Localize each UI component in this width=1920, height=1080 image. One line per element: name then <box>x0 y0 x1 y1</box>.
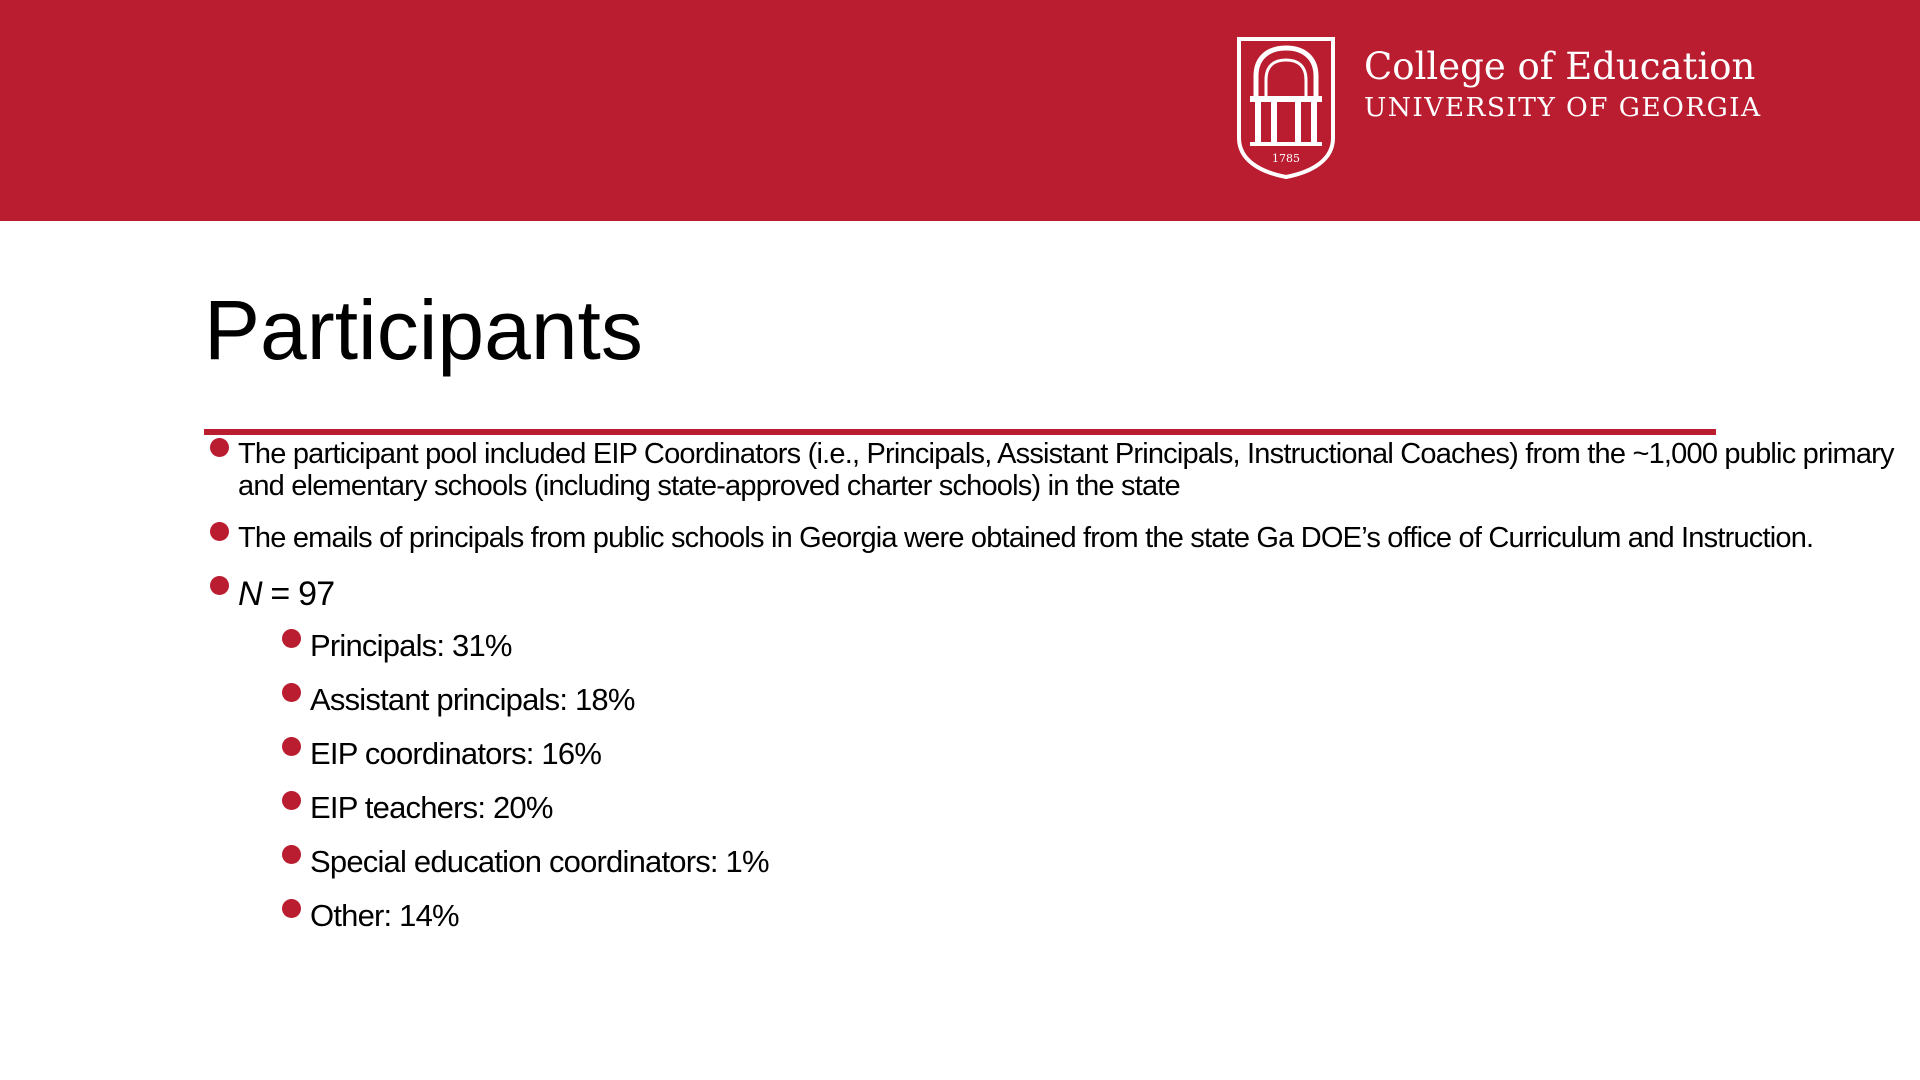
sub-bullet-text: EIP coordinators: 16% <box>310 736 602 771</box>
bullet-dot-icon <box>282 683 301 702</box>
bullet-participant-pool <box>204 438 1904 502</box>
sub-bullet-text: Special education coordinators: 1% <box>310 844 769 879</box>
uga-arch-shield-logo <box>1236 36 1336 180</box>
sub-bullet-principals <box>276 626 1904 666</box>
sub-bullet-eip-coordinators <box>276 734 1904 774</box>
sub-bullet-eip-teachers <box>276 788 1904 828</box>
bullet-dot-icon <box>282 845 301 864</box>
bullet-dot-icon <box>282 629 301 648</box>
sub-bullet-other <box>276 896 1904 936</box>
title-divider <box>204 429 1716 435</box>
bullet-dot-icon <box>282 791 301 810</box>
bullet-dot-icon <box>282 899 301 918</box>
logo-wordmark <box>1364 44 1762 126</box>
sub-bullet-text: Assistant principals: 18% <box>310 682 635 717</box>
sample-size-variable: N <box>238 575 262 613</box>
sub-bullet-assistant-principals <box>276 680 1904 720</box>
bullet-emails-source <box>204 522 1904 554</box>
bullet-dot-icon <box>210 576 229 595</box>
logo-year: 1785 <box>1272 152 1300 165</box>
sub-bullet-text: EIP teachers: 20% <box>310 790 553 825</box>
bullet-text: The participant pool included EIP Coordinators (i.e., Principals, Assistant Principals, Instructional Coaches) from the ~1,000 public primary and elementary schools (including state-approved charter schools) in the state <box>238 438 1894 502</box>
bullet-list <box>204 438 1904 950</box>
bullet-dot-icon <box>282 737 301 756</box>
logo-university-name: UNIVERSITY OF GEORGIA <box>1364 92 1762 123</box>
sample-size-value: = 97 <box>261 575 335 613</box>
sub-bullet-text: Principals: 31% <box>310 628 512 663</box>
sub-bullet-text: Other: 14% <box>310 898 459 933</box>
bullet-sample-size <box>204 574 1904 614</box>
bullet-dot-icon <box>210 438 229 457</box>
bullet-text: The emails of principals from public schools in Georgia were obtained from the state Ga DOE’s office of Curriculum and Instruction. <box>238 522 1814 554</box>
logo-college-name: College of Education <box>1364 45 1756 88</box>
bullet-dot-icon <box>210 522 229 541</box>
slide-title: Participants <box>204 283 643 377</box>
sub-bullet-special-education <box>276 842 1904 882</box>
